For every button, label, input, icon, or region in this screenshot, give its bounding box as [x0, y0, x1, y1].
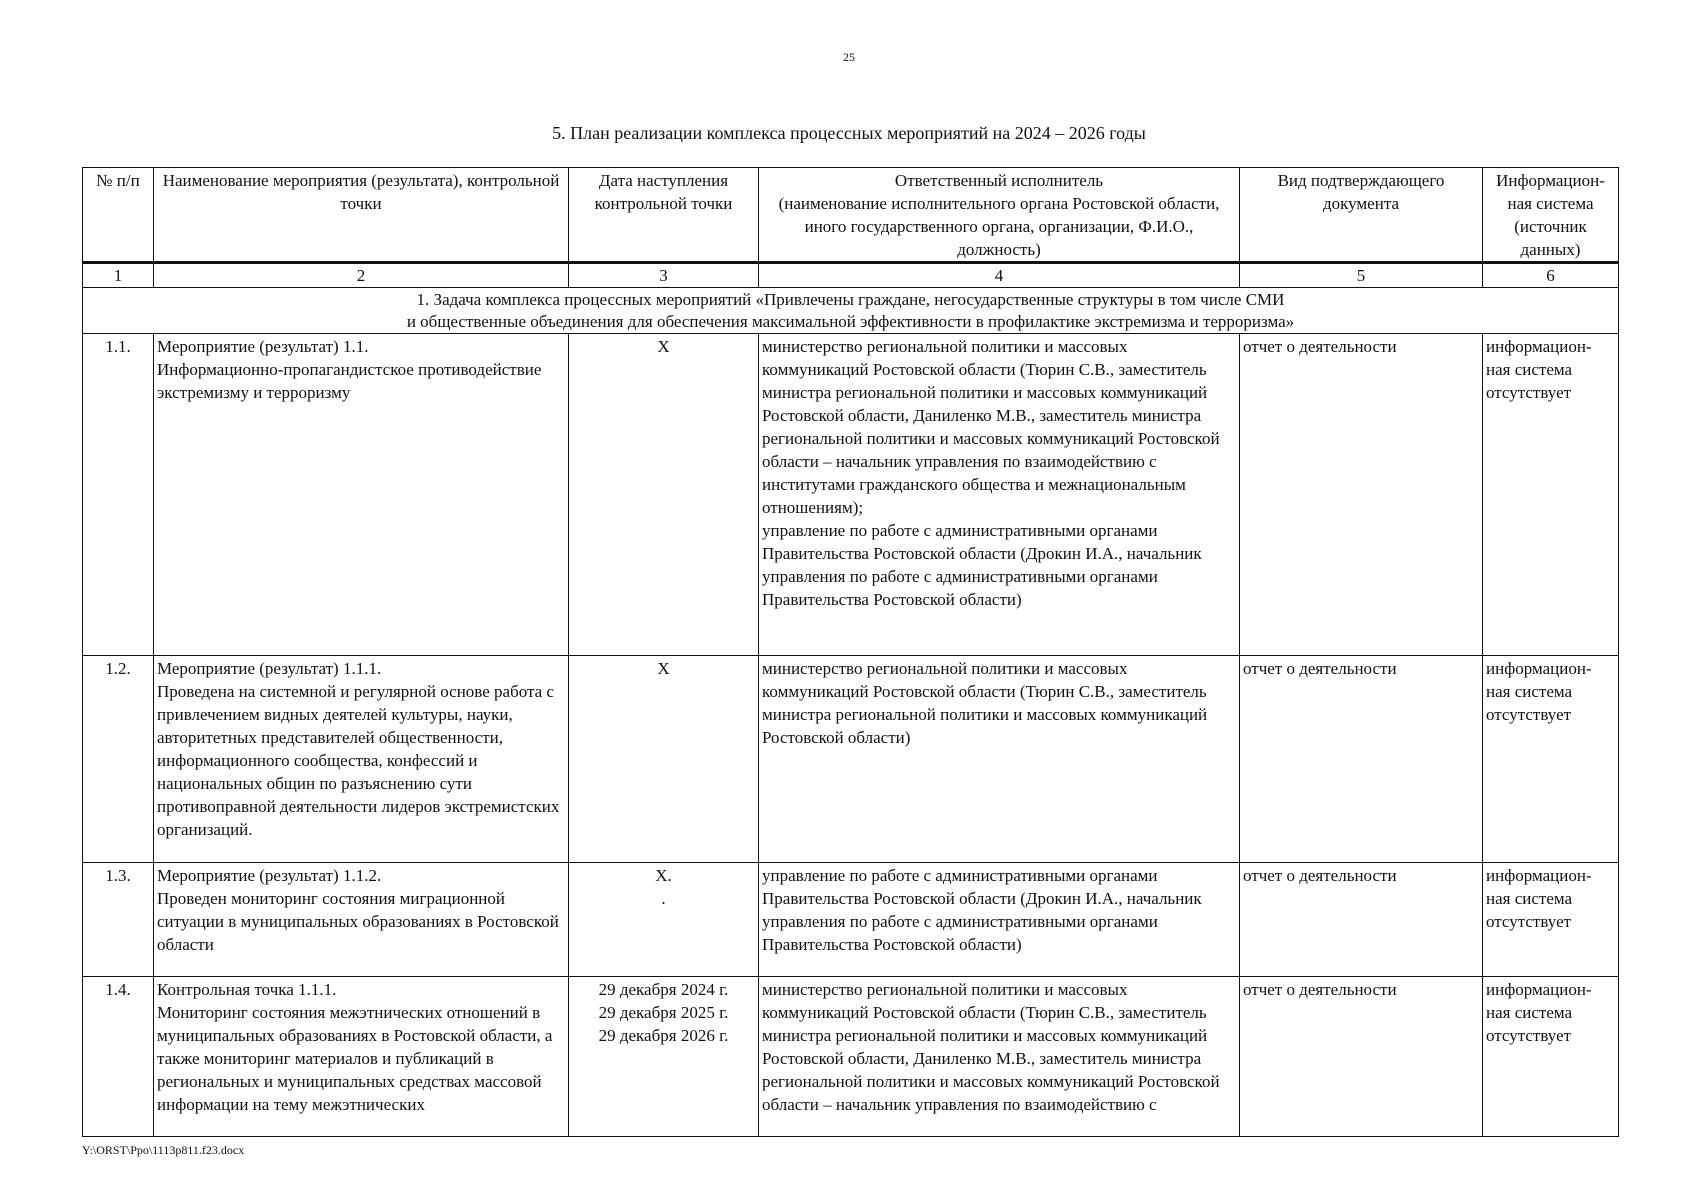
- header-date: Дата наступления контрольной точки: [569, 168, 759, 263]
- control-date: Х. .: [569, 863, 759, 977]
- confirming-document: отчет о деятельности: [1240, 977, 1483, 1137]
- footer-file-path: Y:\ORST\Ppo\1113p811.f23.docx: [82, 1143, 245, 1157]
- column-number: 3: [569, 263, 759, 288]
- table-row: [83, 656, 1619, 863]
- row-number: 1.2.: [83, 656, 154, 863]
- column-number: 2: [154, 263, 569, 288]
- confirming-document: отчет о деятельности: [1240, 334, 1483, 656]
- header-number: № п/п: [83, 168, 154, 263]
- column-number: 5: [1240, 263, 1483, 288]
- information-system: информацион-ная система отсутствует: [1483, 863, 1619, 977]
- confirming-document: отчет о деятельности: [1240, 656, 1483, 863]
- row-number: 1.1.: [83, 334, 154, 656]
- row-number: 1.4.: [83, 977, 154, 1137]
- column-number: 1: [83, 263, 154, 288]
- table-row: [83, 977, 1619, 1137]
- event-name: Мероприятие (результат) 1.1.1. Проведена на системной и регулярной основе работа с привлечением видных деятелей культуры, науки, авторитетных представителей общественности, информационного сообщества, конфессий и национальных общин по разъяснению сути противоправной деятельности лидеров экстремистских организаций.: [154, 656, 569, 863]
- column-number: 4: [759, 263, 1240, 288]
- control-date: Х: [569, 334, 759, 656]
- control-date: 29 декабря 2024 г. 29 декабря 2025 г. 29 декабря 2026 г.: [569, 977, 759, 1137]
- information-system: информацион-ная система отсутствует: [1483, 656, 1619, 863]
- column-number: 6: [1483, 263, 1619, 288]
- header-row: [83, 168, 1619, 263]
- header-event-name: Наименование мероприятия (результата), контрольной точки: [154, 168, 569, 263]
- responsible-executor: управление по работе с административными органами Правительства Ростовской области (Дрокин И.А., начальник управления по работе с административными органами Правительства Ростовской области): [759, 863, 1240, 977]
- row-number: 1.3.: [83, 863, 154, 977]
- responsible-executor: министерство региональной политики и массовых коммуникаций Ростовской области (Тюрин С.В., заместитель министра региональной политики и массовых коммуникаций Ростовской области, Даниленко М.В., заместитель министра региональной политики и массовых коммуникаций Ростовской области – начальник управления по взаимодействию с институтами гражданского общества и межнациональным отношениям); управление по работе с административными органами Правительства Ростовской области (Дрокин И.А., начальник управления по работе с административными органами Правительства Ростовской области): [759, 334, 1240, 656]
- control-date: Х: [569, 656, 759, 863]
- information-system: информацион-ная система отсутствует: [1483, 977, 1619, 1137]
- task-row: [83, 288, 1619, 334]
- information-system: информацион-ная система отсутствует: [1483, 334, 1619, 656]
- table-row: [83, 863, 1619, 977]
- confirming-document: отчет о деятельности: [1240, 863, 1483, 977]
- event-name: Мероприятие (результат) 1.1.2. Проведен мониторинг состояния миграционной ситуации в муниципальных образованиях в Ростовской области: [154, 863, 569, 977]
- column-numbers-row: [83, 263, 1619, 288]
- responsible-executor: министерство региональной политики и массовых коммуникаций Ростовской области (Тюрин С.В., заместитель министра региональной политики и массовых коммуникаций Ростовской области, Даниленко М.В., заместитель министра региональной политики и массовых коммуникаций Ростовской области – начальник управления по взаимодействию с: [759, 977, 1240, 1137]
- page-number: 25: [843, 50, 855, 64]
- header-executor: Ответственный исполнитель (наименование исполнительного органа Ростовской области, иного государственного органа, организации, Ф.И.О., должность): [759, 168, 1240, 263]
- plan-table: [82, 167, 1619, 1137]
- table-row: [83, 334, 1619, 656]
- document-title: 5. План реализации комплекса процессных мероприятий на 2024 – 2026 годы: [552, 123, 1146, 143]
- header-info-system: Информацион-ная система (источник данных): [1483, 168, 1619, 263]
- header-document: Вид подтверждающего документа: [1240, 168, 1483, 263]
- responsible-executor: министерство региональной политики и массовых коммуникаций Ростовской области (Тюрин С.В., заместитель министра региональной политики и массовых коммуникаций Ростовской области): [759, 656, 1240, 863]
- event-name: Контрольная точка 1.1.1. Мониторинг состояния межэтнических отношений в муниципальных образованиях в Ростовской области, а также мониторинг материалов и публикаций в региональных и муниципальных средствах массовой информации на тему межэтнических: [154, 977, 569, 1137]
- task-title: 1. Задача комплекса процессных мероприятий «Привлечены граждане, негосударственные структуры в том числе СМИ и общественные объединения для обеспечения максимальной эффективности в профилактике экстремизма и терроризма»: [83, 288, 1619, 334]
- event-name: Мероприятие (результат) 1.1. Информационно-пропагандистское противодействие экстремизму и терроризму: [154, 334, 569, 656]
